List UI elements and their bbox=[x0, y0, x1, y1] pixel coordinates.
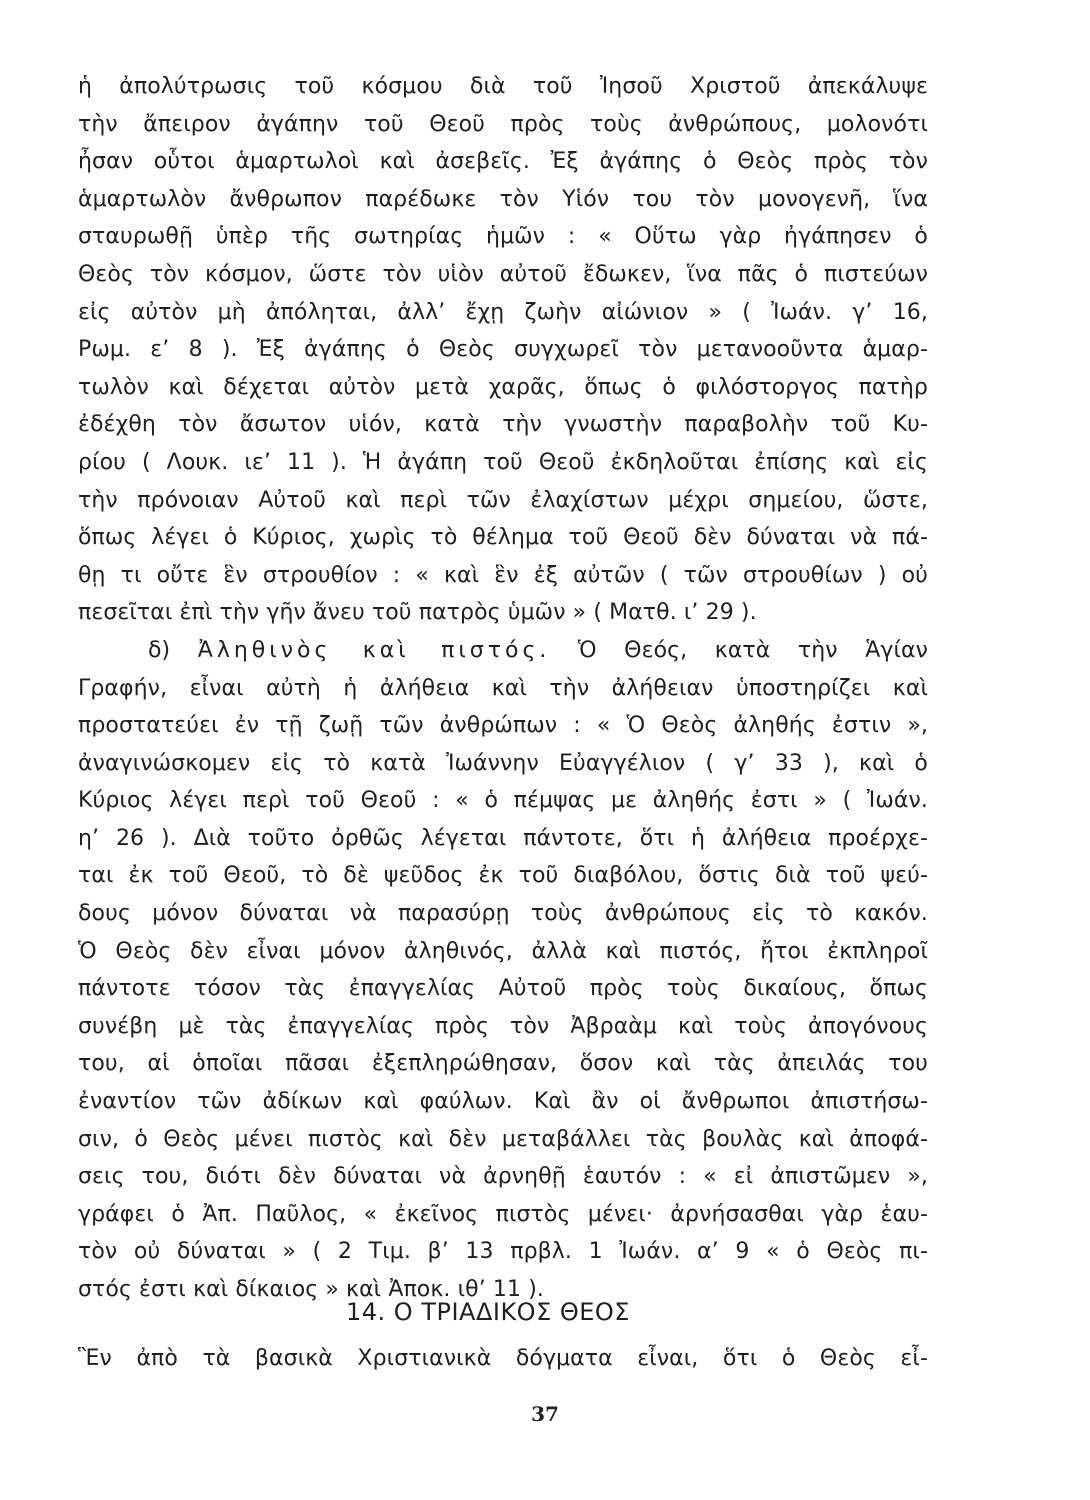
paragraph-love-of-god bbox=[78, 68, 928, 632]
text-line: στός ἐστι καὶ δίκαιος » καὶ Ἀποκ. ιθ’ 11 ). bbox=[78, 1277, 544, 1302]
paragraph-label: δ) bbox=[148, 637, 171, 663]
first-line-rest: Ὁ Θεός, κατὰ τὴν Ἁγίαν bbox=[577, 637, 929, 663]
text-line: σταυρωθῇ ὑπὲρ τῆς σωτηρίας ἡμῶν : « Οὕτω γὰρ ἠγάπησεν ὁ bbox=[78, 224, 928, 250]
text-line: ἦσαν οὗτοι ἁμαρτωλοὶ καὶ ἀσεβεῖς. Ἐξ ἀγάπης ὁ Θεὸς πρὸς τὸν bbox=[78, 149, 928, 175]
text-line: σιν, ὁ Θεὸς μένει πιστὸς καὶ δὲν μεταβάλλει τὰς βουλὰς καὶ ἀποφά- bbox=[78, 1126, 928, 1152]
text-line: ἡ ἀπολύτρωσις τοῦ κόσμου διὰ τοῦ Ἰησοῦ Χριστοῦ ἀπεκάλυψε bbox=[78, 74, 928, 99]
text-line: Γραφήν, εἶναι αὐτὴ ἡ ἀλήθεια καὶ τὴν ἀλήθειαν ὑποστηρίζει καὶ bbox=[78, 675, 928, 701]
text-line: Ἓν ἀπὸ τὰ βασικὰ Χριστιανικὰ δόγματα εἶναι, ὅτι ὁ Θεὸς εἶ- bbox=[78, 1346, 928, 1371]
text-line: πεσεῖται ἐπὶ τὴν γῆν ἄνευ τοῦ πατρὸς ὑμῶν » ( Ματθ. ι’ 29 ). bbox=[78, 600, 757, 626]
text-line: τὴν πρόνοιαν Αὐτοῦ καὶ περὶ τῶν ἐλαχίστων μέχρι σημείου, ὥστε, bbox=[78, 487, 928, 513]
text-line: Κύριος λέγει περὶ τοῦ Θεοῦ : « ὁ πέμψας με ἀληθής ἐστι » ( Ἰωάν. bbox=[78, 788, 928, 814]
text-line: ἀναγινώσκομεν εἰς τὸ κατὰ Ἰωάννην Εὐαγγέλιον ( γ’ 33 ), καὶ ὁ bbox=[78, 750, 928, 776]
text-line: ἐναντίον τῶν ἀδίκων καὶ φαύλων. Καὶ ἂν οἱ ἄνθρωποι ἀπιστήσω- bbox=[78, 1089, 928, 1115]
text-line: εἰς αὐτὸν μὴ ἀπόληται, ἀλλ’ ἔχῃ ζωὴν αἰώνιον » ( Ἰωάν. γ’ 16, bbox=[78, 299, 928, 325]
text-line: Ρωμ. ε’ 8 ). Ἐξ ἀγάπης ὁ Θεὸς συγχωρεῖ τὸν μετανοοῦντα ἁμαρ- bbox=[78, 337, 928, 363]
text-line: τὴν ἄπειρον ἀγάπην τοῦ Θεοῦ πρὸς τοὺς ἀνθρώπους, μολονότι bbox=[78, 111, 928, 137]
paragraph-first-line bbox=[78, 632, 928, 670]
text-line: θῃ τι οὔτε ἓν στρουθίον : « καὶ ἓν ἐξ αὐτῶν ( τῶν στρουθίων ) οὐ bbox=[78, 562, 928, 588]
text-line: δους μόνον δύναται νὰ παρασύρῃ τοὺς ἀνθρώπους εἰς τὸ κακόν. bbox=[78, 901, 928, 927]
text-line: του, αἱ ὁποῖαι πᾶσαι ἐξεπληρώθησαν, ὅσον καὶ τὰς ἀπειλάς του bbox=[78, 1051, 928, 1077]
text-line: τὸν οὐ δύναται » ( 2 Τιμ. β’ 13 πρβλ. 1 Ἰωάν. α’ 9 « ὁ Θεὸς πι- bbox=[78, 1239, 928, 1265]
text-line: συνέβη μὲ τὰς ἐπαγγελίας πρὸς τὸν Ἀβραὰμ καὶ τοὺς ἀπογόνους bbox=[78, 1013, 928, 1039]
section-heading: 14. Ο ΤΡΙΑΔΙΚΟΣ ΘΕΟΣ bbox=[346, 1298, 630, 1326]
text-line: Ὁ Θεὸς δὲν εἶναι μόνον ἀληθινός, ἀλλὰ καὶ πιστός, ἤτοι ἐκπληροῖ bbox=[78, 938, 928, 964]
section-intro bbox=[78, 1340, 928, 1378]
text-line: Θεὸς τὸν κόσμον, ὥστε τὸν υἱὸν αὐτοῦ ἔδωκεν, ἵνα πᾶς ὁ πιστεύων bbox=[78, 261, 928, 287]
text-line: τωλὸν καὶ δέχεται αὐτὸν μετὰ χαρᾶς, ὅπως ὁ φιλόστοργος πατὴρ bbox=[78, 374, 928, 400]
text-line: η’ 26 ). Διὰ τοῦτο ὀρθῶς λέγεται πάντοτε, ὅτι ἡ ἀλήθεια προέρχε- bbox=[78, 825, 928, 851]
text-line: σεις του, διότι δὲν δύναται νὰ ἀρνηθῇ ἑαυτόν : « εἰ ἀπιστῶμεν », bbox=[78, 1164, 928, 1190]
spaced-term: Ἀληθινὸς καὶ πιστός. bbox=[197, 637, 551, 663]
text-line: γράφει ὁ Ἀπ. Παῦλος, « ἐκεῖνος πιστὸς μένει· ἀρνήσασθαι γὰρ ἑαυ- bbox=[78, 1201, 928, 1227]
text-line: ἁμαρτωλὸν ἄνθρωπον παρέδωκε τὸν Υἱόν του τὸν μονογενῆ, ἵνα bbox=[78, 186, 928, 212]
text-line: ἐδέχθη τὸν ἄσωτον υἱόν, κατὰ τὴν γνωστὴν παραβολὴν τοῦ Κυ- bbox=[78, 412, 928, 438]
text-line: ται ἐκ τοῦ Θεοῦ, τὸ δὲ ψεῦδος ἐκ τοῦ διαβόλου, ὅστις διὰ τοῦ ψεύ- bbox=[78, 863, 928, 889]
page-number: 37 bbox=[531, 1402, 559, 1426]
text-line: ρίου ( Λουκ. ιε’ 11 ). Ἡ ἀγάπη τοῦ Θεοῦ ἐκδηλοῦται ἐπίσης καὶ εἰς bbox=[78, 449, 928, 475]
text-line: ὅπως λέγει ὁ Κύριος, χωρὶς τὸ θέλημα τοῦ Θεοῦ δὲν δύναται νὰ πά- bbox=[78, 525, 928, 551]
text-line: πάντοτε τόσον τὰς ἐπαγγελίας Αὐτοῦ πρὸς τοὺς δικαίους, ὅπως bbox=[78, 976, 928, 1002]
text-line: προστατεύει ἐν τῇ ζωῇ τῶν ἀνθρώπων : « Ὁ Θεὸς ἀληθής ἐστιν », bbox=[78, 713, 928, 739]
page-content bbox=[78, 68, 928, 1309]
paragraph-true-and-faithful bbox=[78, 632, 928, 1309]
